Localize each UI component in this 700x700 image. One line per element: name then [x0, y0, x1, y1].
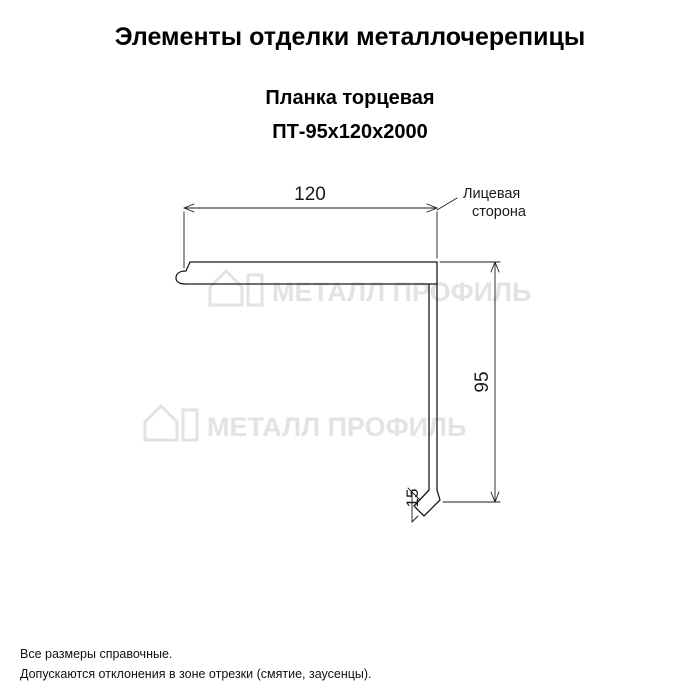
footer-note-1: Все размеры справочные.: [20, 647, 173, 662]
leader-face-side: [437, 198, 457, 210]
face-side-label-line1: Лицевая: [463, 186, 521, 202]
footer-note-2: Допускаются отклонения в зоне отрезки (смятие, заусенцы).: [20, 666, 372, 681]
face-side-label-line2: сторона: [472, 204, 526, 220]
dimension-label-15: 15: [403, 488, 422, 508]
product-code: ПТ-95x120x2000: [272, 121, 428, 143]
watermark-text: МЕТАЛЛ ПРОФИЛЬ: [272, 277, 532, 307]
product-name: Планка торцевая: [265, 87, 435, 109]
ext-line-lip-b: [412, 516, 418, 522]
page-title: Элементы отделки металлочерепицы: [114, 23, 586, 51]
footer-notes: [20, 645, 372, 684]
profile-left-hook: [176, 271, 186, 284]
dimension-label-120: 120: [294, 184, 326, 205]
watermark-text: МЕТАЛЛ ПРОФИЛЬ: [207, 412, 467, 442]
dimension-label-95: 95: [472, 371, 493, 393]
profile-left-bevel: [186, 262, 190, 271]
title-block: [0, 22, 700, 144]
technical-drawing: [0, 150, 700, 580]
